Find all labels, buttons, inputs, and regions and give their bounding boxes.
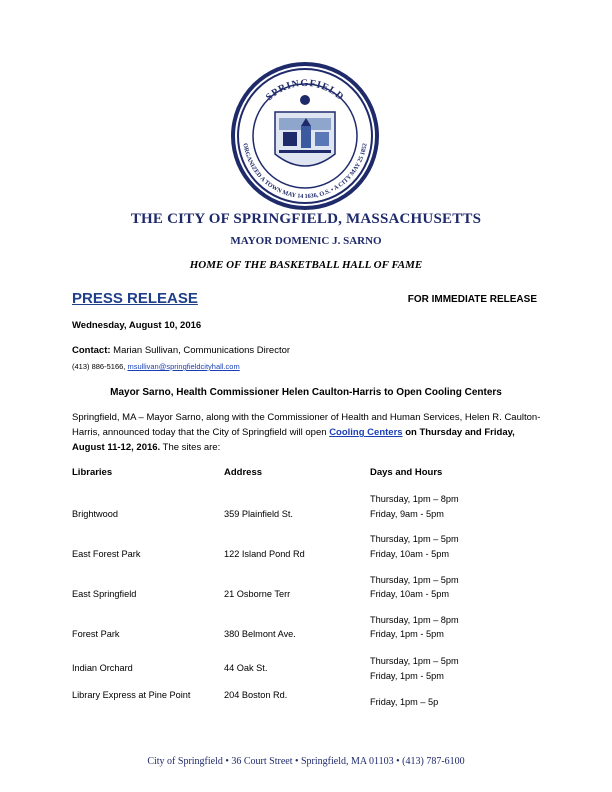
body-text-2: on Thursday and Friday, August 11-12, 2016. (72, 427, 515, 453)
body-text-3: The sites are: (160, 442, 221, 453)
contact-value: Marian Sullivan, Communications Director (113, 345, 291, 356)
library-address: 122 Island Pond Rd (224, 549, 305, 559)
library-hours-thursday: Thursday, 1pm – 5pm (370, 575, 459, 585)
library-hours-thursday: Thursday, 1pm – 8pm (370, 615, 459, 625)
library-address: 21 Osborne Terr (224, 589, 291, 599)
press-release-heading: PRESS RELEASE (72, 290, 198, 307)
library-hours-thursday: Thursday, 1pm – 5pm (370, 534, 459, 544)
header-address: Address (224, 467, 263, 478)
library-name: Library Express at Pine Point (72, 690, 191, 700)
library-name: East Forest Park (72, 549, 141, 559)
release-date: Wednesday, August 10, 2016 (72, 320, 202, 331)
cooling-centers-link[interactable]: Cooling Centers (329, 427, 403, 438)
city-title: THE CITY OF SPRINGFIELD, MASSACHUSETTS (130, 211, 482, 227)
library-hours-friday: Friday, 9am - 5pm (370, 509, 444, 519)
library-name: East Springfield (72, 589, 137, 599)
mayor-name: MAYOR DOMENIC J. SARNO (230, 235, 382, 247)
library-address: 380 Belmont Ave. (224, 629, 296, 639)
library-hours-friday: Friday, 10am - 5pm (370, 589, 449, 599)
library-name: Brightwood (72, 509, 118, 519)
library-hours-friday: Friday, 1pm - 5pm (370, 629, 444, 639)
seal-top-text: SPRINGFIELD (263, 77, 347, 104)
hall-of-fame-tagline: HOME OF THE BASKETBALL HALL OF FAME (189, 259, 423, 271)
library-address: 204 Boston Rd. (224, 690, 288, 700)
library-hours-friday: Friday, 1pm – 5p (370, 697, 439, 707)
body-text-1: Springfield, MA – Mayor Sarno, along with the Commissioner of Health and Human Services, Helen R. Caulton-Harris, announced today that the City of Springfield will open (72, 412, 541, 438)
header-libraries: Libraries (72, 467, 113, 478)
release-body (72, 410, 542, 455)
contact-label: Contact: (72, 345, 111, 356)
library-address: 44 Oak St. (224, 663, 268, 673)
seal-ring-text: ORGANIZED A TOWN MAY 14 1636, O.S. • A CITY MAY 25 1852 (241, 142, 369, 201)
contact-line (72, 345, 290, 356)
library-hours-friday: Friday, 1pm - 5pm (370, 671, 444, 681)
library-name: Forest Park (72, 629, 120, 639)
footer-address: City of Springfield • 36 Court Street • Springfield, MA 01103 • (413) 787-6100 (147, 756, 465, 767)
phone-number: (413) 886-5166, (72, 362, 126, 371)
library-address: 359 Plainfield St. (224, 509, 293, 519)
library-hours-friday: Friday, 10am - 5pm (370, 549, 449, 559)
library-hours-thursday: Thursday, 1pm – 8pm (370, 494, 459, 504)
header-days-hours: Days and Hours (370, 467, 443, 478)
release-headline: Mayor Sarno, Health Commissioner Helen Caulton-Harris to Open Cooling Centers (110, 387, 502, 398)
city-seal-logo (229, 60, 381, 212)
immediate-release-label: FOR IMMEDIATE RELEASE (407, 294, 537, 305)
phone-email-line (72, 362, 240, 371)
library-hours-thursday: Thursday, 1pm – 5pm (370, 656, 459, 666)
library-name: Indian Orchard (72, 663, 133, 673)
email-link[interactable]: msullivan@springfieldcityhall.com (127, 362, 240, 371)
